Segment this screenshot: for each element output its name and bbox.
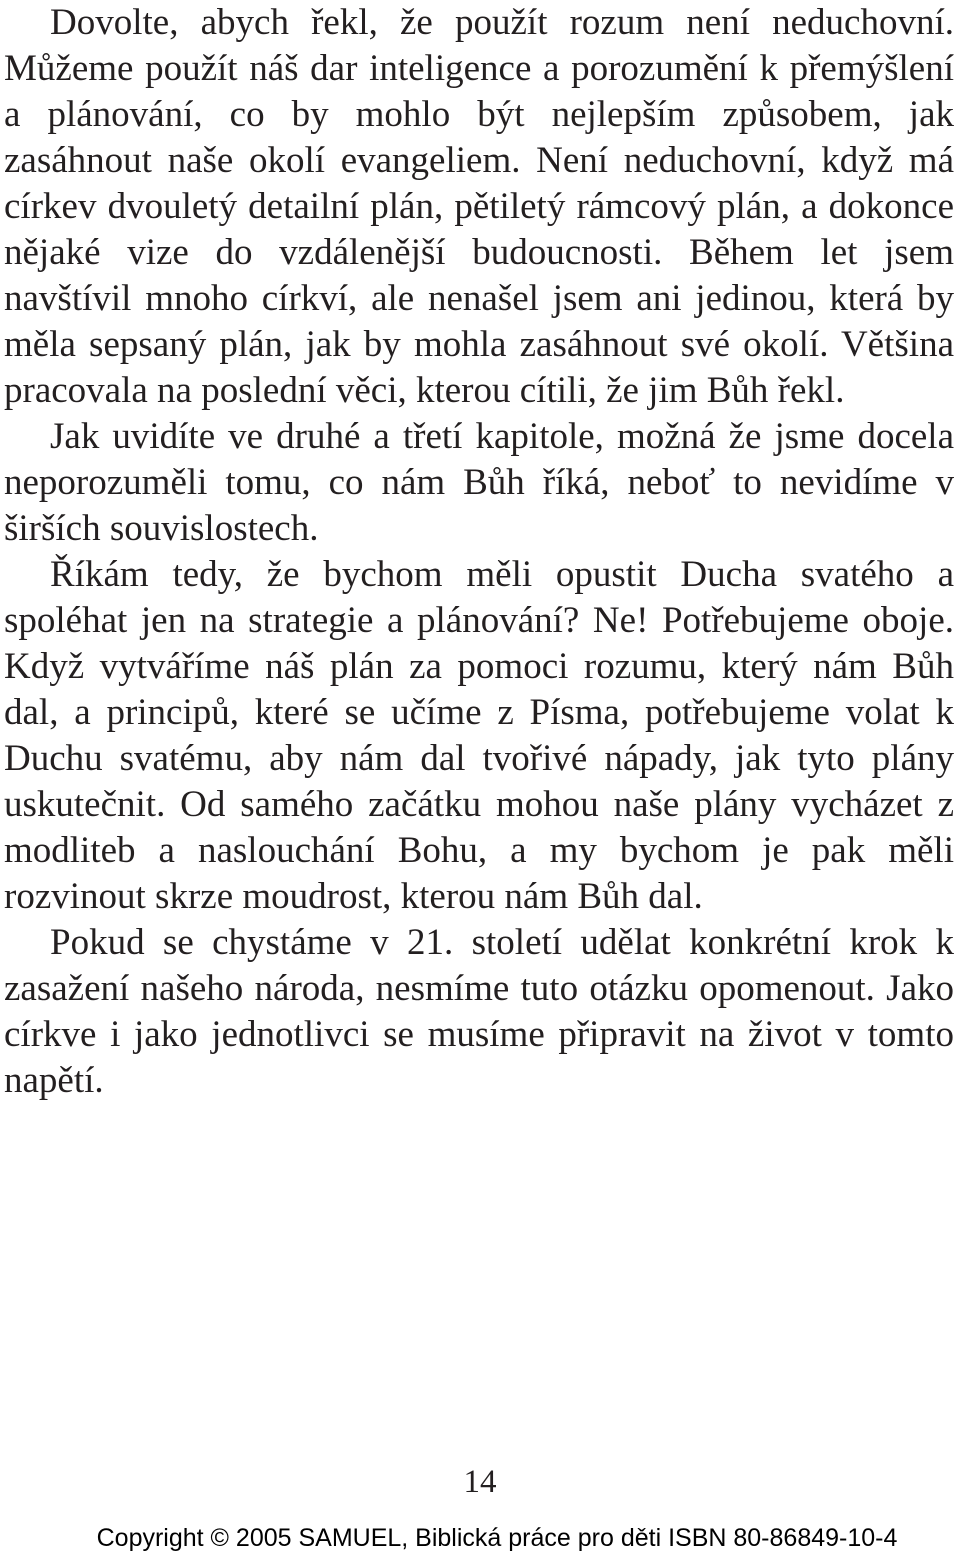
page-number: 14: [463, 1464, 497, 1500]
paragraph: Dovolte, abych řekl, že použít rozum není neduchovní. Můžeme použít náš dar inteligence a porozumění k přemýšlení a plánování, co by mohlo být nejlepším způsobem, jak zasáhnout naše okolí evangeliem. Není neduchovní, když má církev dvouletý detailní plán, pětiletý rámcový plán, a dokonce nějaké vize do vzdálenější budoucnosti. Během let jsem navštívil mnoho církví, ale nenašel jsem ani jedinou, která by měla sepsaný plán, jak by mohla zasáhnout své okolí. Většina pracovala na poslední věci, kterou cítili, že jim Bůh řekl.: [4, 2, 954, 411]
copyright-footer: Copyright © 2005 SAMUEL, Biblická práce pro děti ISBN 80-86849-10-4: [96, 1524, 898, 1552]
body-text: [4, 0, 954, 1104]
paragraph: Říkám tedy, že bychom měli opustit Ducha svatého a spoléhat jen na strategie a plánování? Ne! Potřebujeme oboje. Když vytváříme náš plán za pomoci rozumu, který nám Bůh dal, a principů, které se učíme z Písma, potřebujeme volat k Duchu svatému, aby nám dal tvořivé nápady, jak tyto plány uskutečnit. Od samého začátku mohou naše plány vycházet z modliteb a naslouchání Bohu, a my bychom je pak měli rozvinout skrze moudrost, kterou nám Bůh dal.: [4, 554, 954, 917]
paragraph: Jak uvidíte ve druhé a třetí kapitole, možná že jsme docela neporozuměli tomu, co nám Bůh říká, neboť to nevidíme v širších souvislostech.: [4, 416, 954, 549]
paragraph: Pokud se chystáme v 21. století udělat konkrétní krok k zasažení našeho národa, nesmíme tuto otázku opomenout. Jako církve i jako jednotlivci se musíme připravit na život v tomto napětí.: [4, 922, 954, 1101]
